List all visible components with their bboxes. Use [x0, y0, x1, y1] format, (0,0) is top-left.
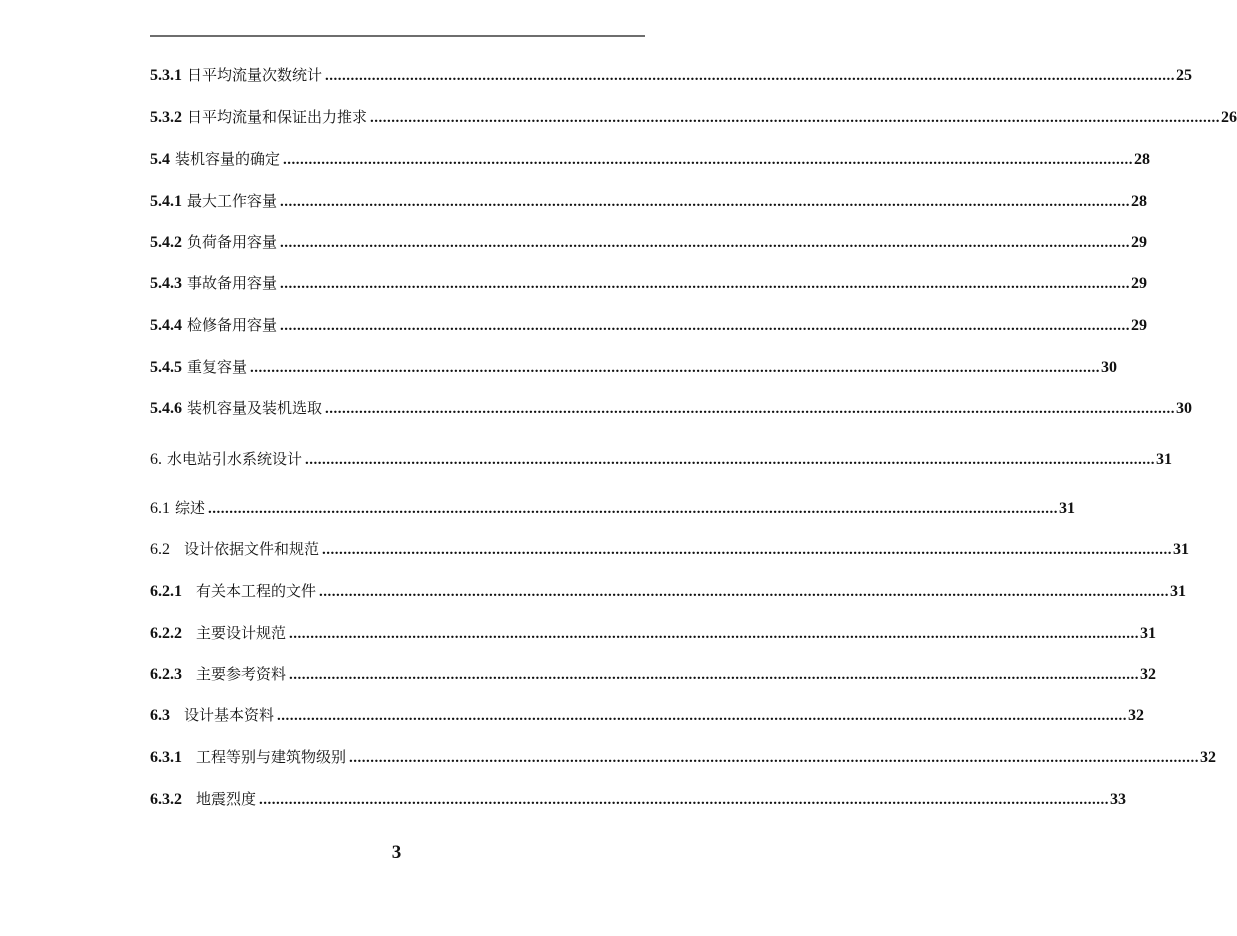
toc-entry-number: 6.3.2	[150, 791, 182, 808]
toc-entry[interactable]	[150, 313, 1148, 337]
toc-entry-number: 5.4.2	[150, 234, 182, 251]
toc-entry-number: 6.2.2	[150, 625, 182, 642]
toc-entry-page: 28	[1134, 151, 1151, 168]
toc-entry-page: 32	[1128, 707, 1145, 724]
header-rule	[150, 35, 645, 37]
dot-leader: ........................................................................................................................................................................................................	[289, 626, 1140, 642]
toc-entry-page: 25	[1176, 67, 1193, 84]
dot-leader: ........................................................................................................................................................................................................	[280, 276, 1131, 292]
dot-leader: ........................................................................................................................................................................................................	[305, 452, 1156, 468]
toc-entry-number: 6.	[150, 451, 162, 468]
toc-entry-page: 26	[1221, 109, 1237, 126]
toc-entry[interactable]	[150, 703, 1145, 727]
dot-leader: ........................................................................................................................................................................................................	[370, 110, 1221, 126]
toc-entry-number: 5.4.5	[150, 359, 182, 376]
dot-leader: ........................................................................................................................................................................................................	[280, 194, 1131, 210]
toc-entry-title: 检修备用容量	[187, 316, 278, 334]
toc-entry[interactable]	[150, 745, 1217, 769]
toc-entry-title: 负荷备用容量	[187, 233, 278, 251]
dot-leader: ........................................................................................................................................................................................................	[325, 401, 1176, 417]
toc-entry-page: 31	[1156, 451, 1173, 468]
toc-entry[interactable]	[150, 621, 1157, 645]
toc-entry-page: 28	[1131, 193, 1148, 210]
toc-entry[interactable]	[150, 189, 1148, 213]
toc-entry[interactable]	[150, 230, 1148, 254]
toc-entry[interactable]	[150, 496, 1076, 520]
toc-entry[interactable]	[150, 147, 1151, 171]
dot-leader: ........................................................................................................................................................................................................	[319, 584, 1170, 600]
toc-entry-page: 29	[1131, 317, 1148, 334]
toc-entry[interactable]	[150, 787, 1127, 811]
toc-entry-page: 31	[1170, 583, 1187, 600]
toc-entry-page: 31	[1140, 625, 1157, 642]
dot-leader: ........................................................................................................................................................................................................	[349, 750, 1200, 766]
toc-entry-title: 地震烈度	[196, 790, 257, 808]
toc-entry-title: 工程等别与建筑物级别	[196, 748, 347, 766]
toc-entry-number: 6.3.1	[150, 749, 182, 766]
toc-entry-title: 日平均流量次数统计	[187, 66, 323, 84]
toc-entry-page: 30	[1176, 400, 1193, 417]
dot-leader: ........................................................................................................................................................................................................	[325, 68, 1176, 84]
toc-entry-number: 6.2.1	[150, 583, 182, 600]
dot-leader: ........................................................................................................................................................................................................	[277, 708, 1128, 724]
toc-entry-number: 5.4.6	[150, 400, 182, 417]
dot-leader: ........................................................................................................................................................................................................	[208, 501, 1059, 517]
toc-entry-page: 29	[1131, 234, 1148, 251]
toc-entry-title: 主要参考资料	[196, 665, 287, 683]
toc-entry-page: 32	[1140, 666, 1157, 683]
toc-entry-number: 6.2	[150, 541, 170, 558]
toc-entry-title: 日平均流量和保证出力推求	[187, 108, 368, 126]
toc-entry-title: 设计基本资料	[184, 706, 275, 724]
toc-entry-number: 5.4.3	[150, 275, 182, 292]
toc-entry-title: 综述	[175, 499, 206, 517]
dot-leader: ........................................................................................................................................................................................................	[280, 235, 1131, 251]
toc-entry-page: 30	[1101, 359, 1118, 376]
toc-entry-number: 5.4.4	[150, 317, 182, 334]
dot-leader: ........................................................................................................................................................................................................	[322, 542, 1173, 558]
toc-entry[interactable]	[150, 63, 1193, 87]
toc-entry-title: 有关本工程的文件	[196, 582, 317, 600]
toc-entry-title: 装机容量及装机选取	[187, 399, 323, 417]
toc-entry-page: 32	[1200, 749, 1217, 766]
toc-entry-page: 29	[1131, 275, 1148, 292]
toc-entry-title: 主要设计规范	[196, 624, 287, 642]
dot-leader: ........................................................................................................................................................................................................	[259, 792, 1110, 808]
toc-entry-number: 6.2.3	[150, 666, 182, 683]
toc-entry[interactable]	[150, 105, 1237, 129]
page-number: 3	[391, 842, 402, 863]
toc-entry-page: 33	[1110, 791, 1127, 808]
toc-entry-title: 设计依据文件和规范	[184, 540, 320, 558]
toc-entry-number: 5.3.2	[150, 109, 182, 126]
toc-entry-number: 5.4.1	[150, 193, 182, 210]
toc-entry-title: 最大工作容量	[187, 192, 278, 210]
toc-entry[interactable]	[150, 396, 1193, 420]
toc-entry-number: 6.1	[150, 500, 170, 517]
toc-entry[interactable]	[150, 537, 1190, 561]
toc-entry-number: 5.4	[150, 151, 170, 168]
toc-entry[interactable]	[150, 355, 1118, 379]
toc-entry-page: 31	[1059, 500, 1076, 517]
toc-entry-number: 6.3	[150, 707, 170, 724]
dot-leader: ........................................................................................................................................................................................................	[289, 667, 1140, 683]
dot-leader: ........................................................................................................................................................................................................	[250, 360, 1101, 376]
dot-leader: ........................................................................................................................................................................................................	[280, 318, 1131, 334]
toc-entry-title: 水电站引水系统设计	[167, 450, 303, 468]
toc-entry-title: 装机容量的确定	[175, 150, 281, 168]
toc-entry[interactable]	[150, 579, 1187, 603]
toc-entry[interactable]	[150, 447, 1173, 471]
dot-leader: ........................................................................................................................................................................................................	[283, 152, 1134, 168]
toc-entry[interactable]	[150, 662, 1157, 686]
toc-entry-page: 31	[1173, 541, 1190, 558]
toc-entry[interactable]	[150, 271, 1148, 295]
toc-entry-title: 事故备用容量	[187, 274, 278, 292]
toc-entry-title: 重复容量	[187, 358, 248, 376]
toc-entry-number: 5.3.1	[150, 67, 182, 84]
